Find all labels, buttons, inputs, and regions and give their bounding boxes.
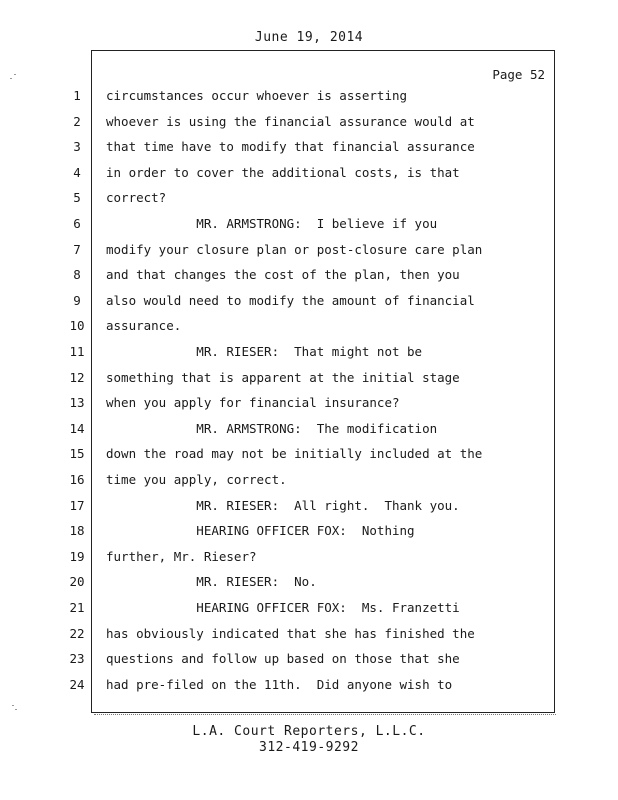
- line-number: 11: [69, 344, 85, 359]
- line-number: 14: [69, 421, 85, 436]
- line-number: 22: [69, 626, 85, 641]
- line-text: also would need to modify the amount of financial: [106, 293, 475, 308]
- line-text: MR. ARMSTRONG: I believe if you: [106, 216, 438, 231]
- line-number: 1: [73, 88, 81, 103]
- line-number: 15: [69, 446, 85, 461]
- line-text: HEARING OFFICER FOX: Ms. Franzetti: [106, 600, 460, 615]
- line-text: when you apply for financial insurance?: [106, 395, 400, 410]
- line-number: 23: [69, 651, 85, 666]
- line-text: questions and follow up based on those that she: [106, 651, 460, 666]
- line-number: 2: [73, 114, 81, 129]
- line-number: 3: [73, 139, 81, 154]
- footer-company: L.A. Court Reporters, L.L.C.: [192, 724, 426, 739]
- line-number: 12: [69, 370, 85, 385]
- line-text: MR. RIESER: No.: [106, 574, 317, 589]
- line-number: 5: [73, 190, 81, 205]
- line-number: 24: [69, 677, 85, 692]
- line-text: HEARING OFFICER FOX: Nothing: [106, 523, 415, 538]
- line-text: something that is apparent at the initial stage: [106, 370, 460, 385]
- line-text: correct?: [106, 190, 167, 205]
- scan-speck: [15, 709, 17, 710]
- line-number: 18: [69, 523, 85, 538]
- line-number: 19: [69, 549, 85, 564]
- line-text: whoever is using the financial assurance would at: [106, 114, 475, 129]
- scan-speck: [14, 74, 16, 75]
- line-number: 17: [69, 498, 85, 513]
- line-text: modify your closure plan or post-closure care plan: [106, 242, 483, 257]
- line-text: and that changes the cost of the plan, then you: [106, 267, 460, 282]
- frame-bottom-shadow: [94, 714, 556, 716]
- line-number: 10: [69, 318, 85, 333]
- line-text: time you apply, correct.: [106, 472, 287, 487]
- line-text: in order to cover the additional costs, is that: [106, 165, 460, 180]
- line-text: MR. RIESER: All right. Thank you.: [106, 498, 460, 513]
- line-number: 20: [69, 574, 85, 589]
- line-number: 16: [69, 472, 85, 487]
- line-number: 8: [73, 267, 81, 282]
- line-text: MR. ARMSTRONG: The modification: [106, 421, 438, 436]
- scan-speck: [12, 705, 14, 706]
- line-text: had pre-filed on the 11th. Did anyone wish to: [106, 677, 453, 692]
- line-text: MR. RIESER: That might not be: [106, 344, 423, 359]
- scan-speck: [10, 78, 12, 79]
- line-text: further, Mr. Rieser?: [106, 549, 257, 564]
- line-text: assurance.: [106, 318, 182, 333]
- line-text: down the road may not be initially included at the: [106, 446, 483, 461]
- page-number-label: Page 52: [492, 67, 545, 82]
- line-text: has obviously indicated that she has finished the: [106, 626, 475, 641]
- line-text: circumstances occur whoever is asserting: [106, 88, 408, 103]
- header-date: June 19, 2014: [254, 30, 364, 45]
- line-number: 6: [73, 216, 81, 231]
- line-number: 13: [69, 395, 85, 410]
- footer-phone: 312-419-9292: [259, 740, 359, 755]
- line-number: 21: [69, 600, 85, 615]
- line-number: 4: [73, 165, 81, 180]
- line-number: 9: [73, 293, 81, 308]
- line-number: 7: [73, 242, 81, 257]
- line-text: that time have to modify that financial assurance: [106, 139, 475, 154]
